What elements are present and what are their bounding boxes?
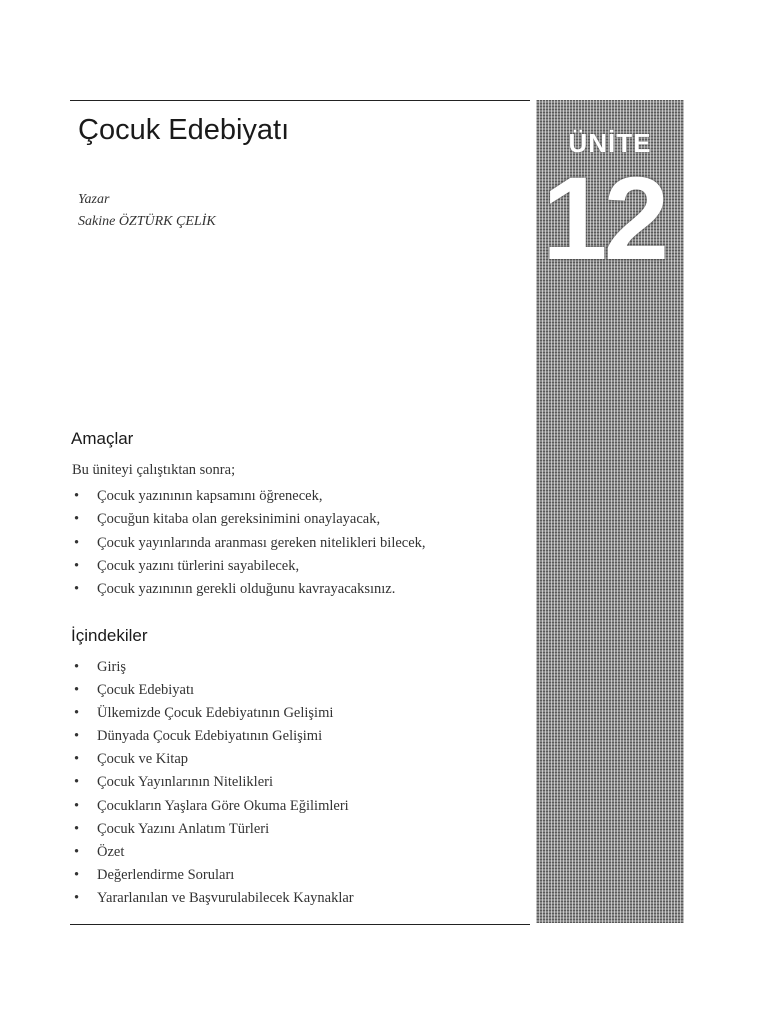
contents-list bbox=[72, 656, 354, 910]
bullet: • bbox=[74, 866, 80, 883]
unit-sidebar bbox=[536, 100, 684, 923]
bullet: • bbox=[74, 843, 80, 860]
bullet: • bbox=[74, 728, 80, 745]
page-title: Çocuk Edebiyatı bbox=[78, 114, 290, 146]
list-item: • Çocuk yazını türlerini sayabilecek, bbox=[72, 555, 426, 578]
bullet: • bbox=[74, 889, 80, 906]
bullet: • bbox=[74, 751, 80, 768]
list-item: • Çocuğun kitaba olan gereksinimini onaylayacak, bbox=[72, 508, 426, 531]
bullet: • bbox=[74, 705, 80, 722]
list-item: • Çocuk ve Kitap bbox=[72, 748, 354, 771]
bullet: • bbox=[74, 581, 80, 598]
list-item: • Dünyada Çocuk Edebiyatının Gelişimi bbox=[72, 725, 354, 748]
list-item: • Özet bbox=[72, 841, 354, 864]
bullet: • bbox=[74, 511, 80, 528]
top-rule bbox=[70, 100, 530, 101]
list-item: • Ülkemizde Çocuk Edebiyatının Gelişimi bbox=[72, 702, 354, 725]
contents-heading: İçindekiler bbox=[71, 626, 148, 645]
list-item: • Değerlendirme Soruları bbox=[72, 864, 354, 887]
aims-heading: Amaçlar bbox=[71, 429, 134, 448]
bullet: • bbox=[74, 557, 80, 574]
list-item: • Çocuk Yayınlarının Nitelikleri bbox=[72, 771, 354, 794]
bottom-rule bbox=[70, 924, 530, 925]
list-item: • Giriş bbox=[72, 656, 354, 679]
author-name: Sakine ÖZTÜRK ÇELİK bbox=[78, 214, 216, 229]
aims-intro: Bu üniteyi çalıştıktan sonra; bbox=[72, 462, 236, 478]
list-item: • Çocuk Yazını Anlatım Türleri bbox=[72, 818, 354, 841]
unit-label: ÜNİTE bbox=[568, 128, 652, 158]
list-item: • Çocuk yazınının gerekli olduğunu kavrayacaksınız. bbox=[72, 578, 426, 601]
list-item: • Çocuk yazınının kapsamını öğrenecek, bbox=[72, 485, 426, 508]
unit-number: 12 bbox=[542, 153, 666, 285]
bullet: • bbox=[74, 659, 80, 675]
author-label: Yazar bbox=[78, 192, 110, 207]
list-item: • Çocukların Yaşlara Göre Okuma Eğilimleri bbox=[72, 795, 354, 818]
aims-list bbox=[72, 485, 426, 601]
bullet: • bbox=[74, 820, 80, 837]
bullet: • bbox=[74, 534, 80, 551]
list-item: • Yararlanılan ve Başvurulabilecek Kaynaklar bbox=[72, 887, 354, 910]
bullet: • bbox=[74, 488, 80, 504]
list-item: • Çocuk yayınlarında aranması gereken nitelikleri bilecek, bbox=[72, 532, 426, 555]
bullet: • bbox=[74, 682, 80, 699]
bullet: • bbox=[74, 797, 80, 814]
list-item: • Çocuk Edebiyatı bbox=[72, 679, 354, 702]
bullet: • bbox=[74, 774, 80, 791]
